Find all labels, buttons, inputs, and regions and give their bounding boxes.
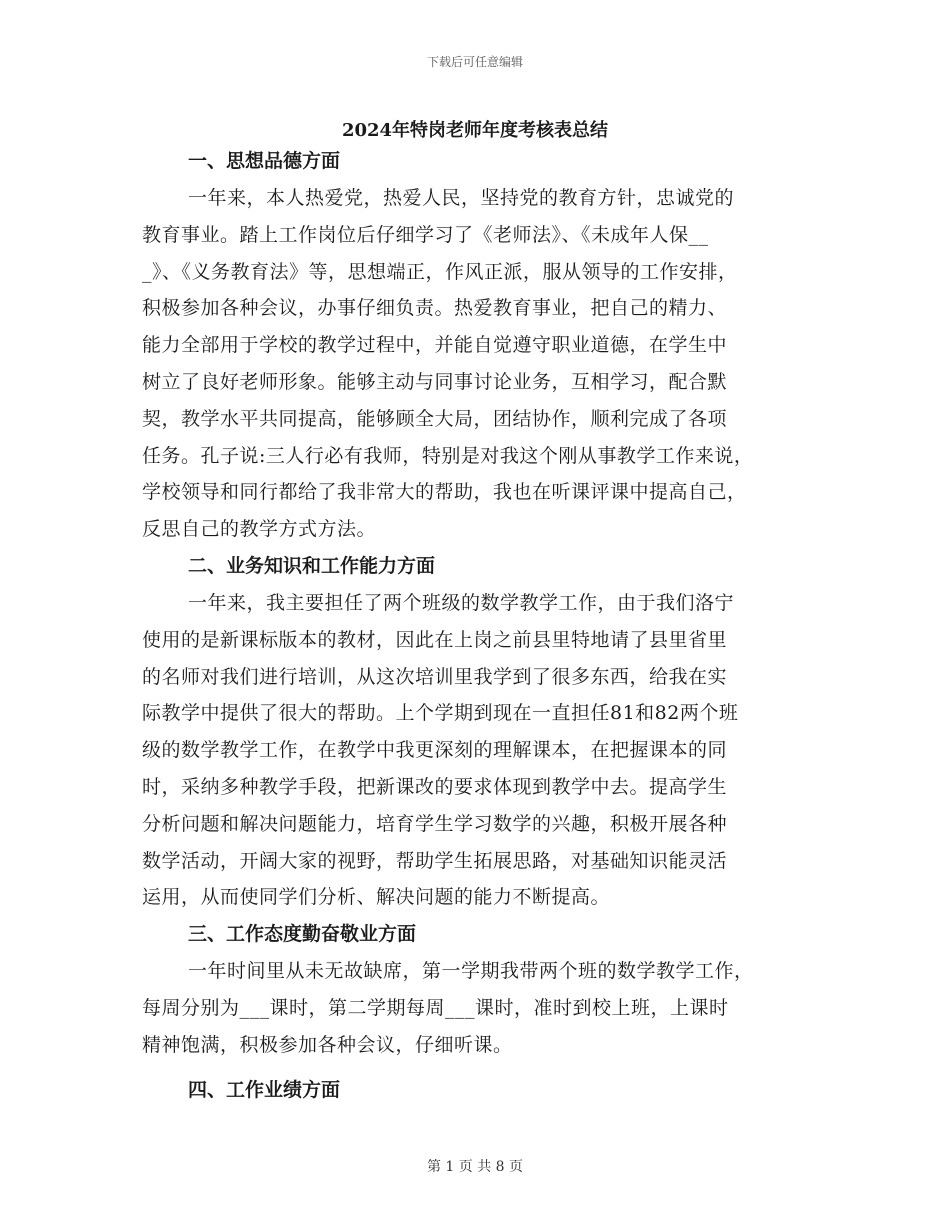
section-heading: 二、业务知识和工作能力方面 <box>188 554 436 577</box>
text-line: 一年时间里从未无故缺席，第一学期我带两个班的数学教学工作， <box>188 960 754 983</box>
text-line: 运用，从而使同学们分析、解决问题的能力不断提高。 <box>142 886 611 909</box>
text-line: 分析问题和解决问题能力，培育学生学习数学的兴趣，积极开展各种 <box>142 812 728 835</box>
text-line: 际教学中提供了很大的帮助。上个学期到现在一直担任81和82两个班 <box>142 702 739 725</box>
text-line: 一年来，我主要担任了两个班级的数学教学工作，由于我们洛宁 <box>188 591 735 614</box>
section-paragraph <box>142 953 822 1063</box>
text-line: 的名师对我们进行培训，从这次培训里我学到了很多东西，给我在实 <box>142 665 728 688</box>
text-line: 时，采纳多种教学手段，把新课改的要求体现到教学中去。提高学生 <box>142 775 728 798</box>
header-note: 下载后可任意编辑 <box>426 55 523 69</box>
section-heading: 三、工作态度勤奋敬业方面 <box>188 923 417 946</box>
text-line: 一年来，本人热爱党，热爱人民，坚持党的教育方针，忠诚党的 <box>188 187 735 209</box>
text-line: 树立了良好老师形象。能够主动与同事讨论业务，互相学习，配合默 <box>142 370 728 393</box>
text-line: 每周分别为___课时，第二学期每周___课时，准时到校上班，上课时 <box>142 996 729 1019</box>
text-line: 反思自己的教学方式方法。 <box>142 518 377 541</box>
document-body <box>142 143 822 1109</box>
section-paragraph <box>142 585 822 916</box>
text-line: 精神饱满，积极参加各种会议，仔细听课。 <box>142 1033 513 1056</box>
text-line: 积极参加各种会议，办事仔细负责。热爱教育事业，把自己的精力、 <box>142 297 728 320</box>
text-line: 契，教学水平共同提高，能够顾全大局，团结协作，顺利完成了各项 <box>142 407 728 430</box>
text-line: 学校领导和同行都给了我非常大的帮助，我也在听课评课中提高自己， <box>142 481 747 504</box>
text-line: _》、《义务教育法》等，思想端正，作风正派，服从领导的工作安排， <box>142 260 738 283</box>
text-line: 使用的是新课标版本的教材，因此在上岗之前县里特地请了县里省里 <box>142 628 728 651</box>
text-line: 教育事业。踏上工作岗位后仔细学习了《老师法》、《未成年人保__ <box>142 223 709 246</box>
spacer <box>142 1064 822 1072</box>
document-title: 2024年特岗老师年度考核表总结 <box>341 120 609 141</box>
section-heading: 一、思想品德方面 <box>188 150 341 172</box>
text-line: 任务。孔子说:三人行必有我师，特别是对我这个刚从事教学工作来说， <box>142 444 754 467</box>
text-line: 级的数学教学工作，在教学中我更深刻的理解课本，在把握课本的同 <box>142 739 728 762</box>
text-line: 数学活动，开阔大家的视野，帮助学生拓展思路，对基础知识能灵活 <box>142 849 728 872</box>
page-footer: 第 1 页 共 8 页 <box>426 1159 524 1175</box>
section-paragraph <box>142 180 822 548</box>
text-line: 能力全部用于学校的教学过程中，并能自觉遵守职业道德，在学生中 <box>142 334 728 357</box>
section-heading: 四、工作业绩方面 <box>188 1078 341 1101</box>
